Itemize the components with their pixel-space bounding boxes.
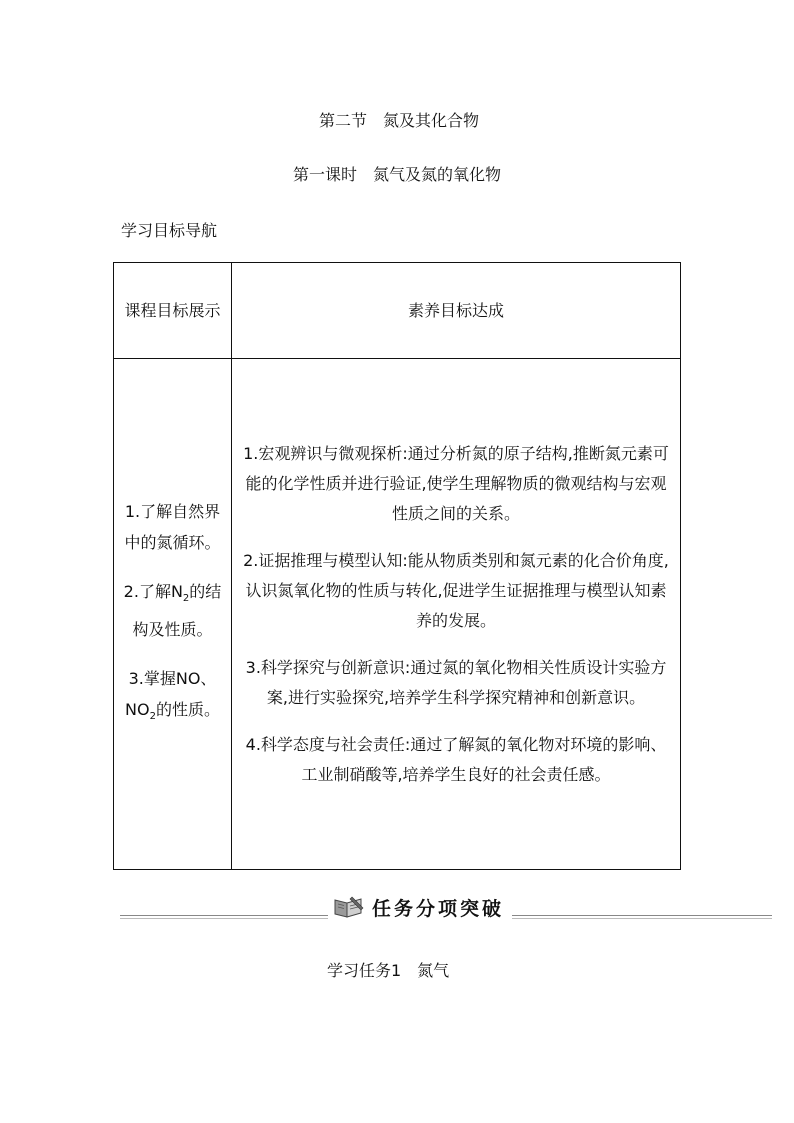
banner-label: 任务分项突破 [372, 897, 505, 920]
course-goal-1: 1.了解自然界中的氮循环。 [124, 501, 221, 552]
competency-goal-3: 3.科学探究与创新意识:通过氮的氧化物相关性质设计实验方案,进行实验探究,培养学生科学探究精神和创新意识。 [245, 657, 667, 707]
header-competency-goals: 素养目标达成 [232, 263, 681, 359]
course-goal-2-post: 的结构及性质。 [132, 581, 222, 639]
course-goal-2-pre: 2.了解N [123, 581, 183, 601]
header-course-goals-label: 课程目标展示 [124, 300, 221, 320]
course-goals-cell [114, 359, 232, 870]
goals-header-row [114, 263, 681, 359]
goals-body-row [114, 359, 681, 870]
competency-goals-cell [232, 359, 681, 870]
course-goal-3 [120, 663, 225, 732]
task-banner [328, 893, 512, 921]
goals-table [113, 262, 681, 870]
competency-goal-1: 1.宏观辨识与微观探析:通过分析氮的原子结构,推断氮元素可能的化学性质并进行验证,使学生理解物质的微观结构与宏观性质之间的关系。 [243, 443, 669, 523]
task-title: 学习任务1 氮气 [327, 961, 450, 980]
header-course-goals [114, 263, 232, 359]
nav-heading: 学习目标导航 [121, 221, 218, 240]
course-goal-3-sub: 2 [149, 711, 156, 723]
lesson-title: 第一课时 氮气及氮的氧化物 [292, 165, 501, 184]
course-goal-3-post: 的性质。 [155, 700, 220, 719]
competency-goal-2: 2.证据推理与模型认知:能从物质类别和氮元素的化合价角度,认识氮氧化物的性质与转化,促进学生证据推理与模型认知素养的发展。 [243, 550, 669, 630]
section-title: 第二节 氮及其化合物 [318, 111, 479, 130]
course-goal-2 [120, 576, 225, 645]
book-pen-icon [332, 894, 366, 920]
course-goal-3-pre: 3.掌握NO、NO [125, 669, 217, 719]
course-goal-2-sub: 2 [182, 593, 190, 604]
competency-goal-4: 4.科学态度与社会责任:通过了解氮的氧化物对环境的影响、工业制硝酸等,培养学生良好的社会责任感。 [245, 734, 667, 784]
